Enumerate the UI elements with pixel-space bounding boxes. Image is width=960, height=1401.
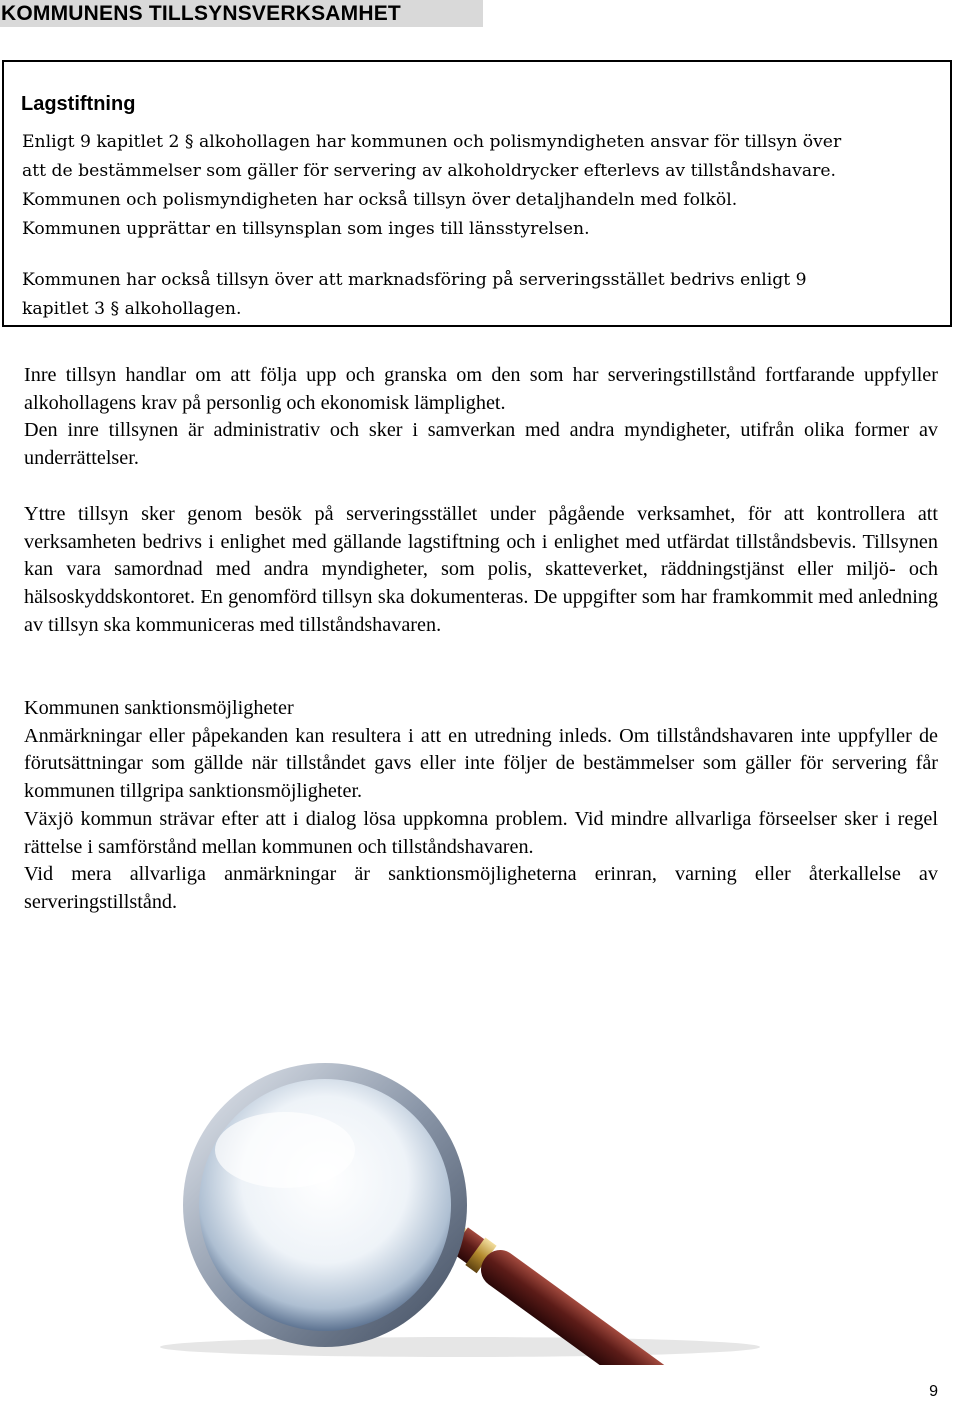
lens-highlight (215, 1112, 355, 1188)
lens (199, 1079, 451, 1331)
sanktion-section (24, 695, 938, 917)
magnifying-glass-icon (110, 1055, 810, 1365)
sanktion-paragraph-3: Vid mera allvarliga anmärkningar är sanktionsmöjligheterna erinran, varning eller återkallelse av serveringstillstånd. (24, 863, 938, 913)
sanktion-paragraph-2: Växjö kommun strävar efter att i dialog lösa uppkomna problem. Vid mindre allvarliga förseelser sker i regel rättelse i samförstånd mellan kommunen och tillståndshavaren. (24, 807, 938, 858)
box-line: kapitlet 3 § alkohollagen. (22, 299, 242, 319)
inre-paragraph-2: Den inre tillsynen är administrativ och sker i samverkan med andra myndigheter, utifrån olika former av underrättelser. (24, 419, 938, 470)
box-line: att de bestämmelser som gäller för servering av alkoholdrycker efterlevs av tillståndshavare. (22, 161, 836, 181)
yttre-paragraph: Yttre tillsyn sker genom besök på serveringsstället under pågående verksamhet, för att kontrollera att verksamheten bedrivs i enlighet med gällande lagstiftning och i enlighet med utfärdat tillståndsbevis. Tillsynen kan vara samordnad med andra myndigheter, som polis, skatteverket, räddningstjänst eller miljö- och hälsoskyddskontoret. En genomförd tillsyn ska dokumenteras. De uppgifter som har framkommit med anledning av tillsyn ska kommuniceras med tillståndshavaren. (24, 503, 938, 636)
box-text (22, 128, 942, 324)
inre-tillsyn-section (24, 362, 938, 473)
page-title: KOMMUNENS TILLSYNSVERKSAMHET (1, 2, 401, 25)
yttre-tillsyn-section (24, 501, 938, 640)
glass-shadow (160, 1337, 760, 1357)
box-line: Kommunen har också tillsyn över att marknadsföring på serveringsstället bedrivs enligt 9 (22, 270, 807, 290)
page-number: 9 (929, 1383, 938, 1400)
box-line: Enligt 9 kapitlet 2 § alkohollagen har kommunen och polismyndigheten ansvar för tillsyn över (22, 132, 842, 152)
inre-paragraph-1: Inre tillsyn handlar om att följa upp och granska om den som har serveringstillstånd fortfarande uppfyller alkohollagens krav på personlig och ekonomisk lämplighet. (24, 364, 938, 414)
sanktion-paragraph-1: Anmärkningar eller påpekanden kan resultera i att en utredning inleds. Om tillståndshavaren inte uppfyller de förutsättningar som gällde när tillståndet gavs eller inte följer de bestämmelser som gäller för servering får kommunen tillgripa sanktionsmöjligheter. (24, 724, 938, 803)
section-header (0, 0, 483, 27)
box-heading: Lagstiftning (21, 93, 136, 115)
legislation-box (2, 60, 952, 327)
box-line: Kommunen upprättar en tillsynsplan som inges till länsstyrelsen. (22, 219, 590, 239)
box-line: Kommunen och polismyndigheten har också tillsyn över detaljhandeln med folköl. (22, 190, 738, 210)
sanktion-heading: Kommunen sanktionsmöjligheter (24, 697, 294, 719)
